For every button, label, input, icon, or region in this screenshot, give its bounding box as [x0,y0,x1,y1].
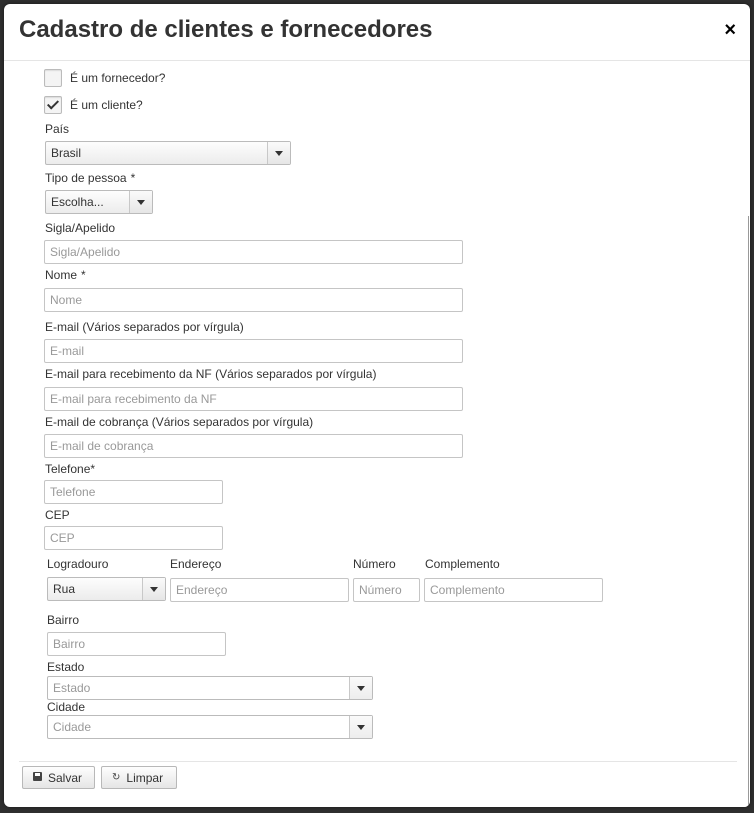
zip-label: CEP [45,508,70,522]
caret-down-icon [357,725,365,730]
state-placeholder: Estado [53,681,91,695]
name-label: Nome * [45,268,86,282]
billing-email-input[interactable] [44,434,463,458]
scrollbar[interactable] [743,61,750,807]
district-label: Bairro [47,613,80,627]
supplier-checkbox-label: É um fornecedor? [70,71,166,85]
modal-title: Cadastro de clientes e fornecedores [19,16,433,43]
city-placeholder: Cidade [53,720,92,734]
street-type-label: Logradouro [47,557,109,571]
city-dropdown-button[interactable] [349,716,372,738]
scrollbar-thumb[interactable] [748,216,749,807]
phone-input[interactable] [44,480,223,504]
person-type-select[interactable] [45,190,153,214]
district-input[interactable] [47,632,226,656]
caret-down-icon [357,686,365,691]
caret-down-icon [137,200,145,205]
save-button[interactable] [22,766,95,789]
person-type-value: Escolha... [51,195,104,209]
client-checkbox-label: É um cliente? [70,98,143,112]
complement-label: Complemento [425,557,500,571]
client-checkbox[interactable] [44,96,62,114]
complement-input[interactable] [424,578,603,602]
caret-down-icon [150,587,158,592]
modal-header [4,4,750,61]
billing-email-label: E-mail de cobrança (Vários separados por vírgula) [45,415,314,429]
undo-icon: ↻ [112,772,121,783]
nickname-label: Sigla/Apelido [45,221,116,235]
footer-divider [19,761,737,762]
phone-label: Telefone* [45,462,96,476]
street-type-select[interactable] [47,577,166,601]
country-select[interactable] [45,141,291,165]
street-type-value: Rua [53,582,76,596]
supplier-checkbox-row[interactable] [44,69,165,87]
clear-button-label: Limpar [126,770,164,785]
number-input[interactable] [353,578,420,602]
invoice-email-input[interactable] [44,387,463,411]
state-dropdown-button[interactable] [349,677,372,699]
person-type-dropdown-button[interactable] [129,191,152,213]
save-button-label: Salvar [48,770,83,785]
country-value: Brasil [51,146,82,160]
email-input[interactable] [44,339,463,363]
close-icon[interactable]: × [724,19,736,41]
number-label: Número [353,557,396,571]
address-input[interactable] [170,578,349,602]
person-type-label: Tipo de pessoa * [45,171,136,185]
country-dropdown-button[interactable] [267,142,290,164]
city-label: Cidade [47,700,86,714]
supplier-checkbox[interactable] [44,69,62,87]
city-select[interactable] [47,715,373,739]
email-label: E-mail (Vários separados por vírgula) [45,320,244,334]
floppy-disk-icon [33,772,42,784]
name-input[interactable] [44,288,463,312]
zip-input[interactable] [44,526,223,550]
state-label: Estado [47,660,85,674]
street-type-dropdown-button[interactable] [142,578,165,600]
address-label: Endereço [170,557,222,571]
nickname-input[interactable] [44,240,463,264]
state-select[interactable] [47,676,373,700]
client-checkbox-row[interactable] [44,96,143,114]
country-label: País [45,122,70,136]
invoice-email-label: E-mail para recebimento da NF (Vários separados por vírgula) [45,367,377,381]
client-supplier-modal [4,4,750,807]
clear-button[interactable] [101,766,177,789]
caret-down-icon [275,151,283,156]
